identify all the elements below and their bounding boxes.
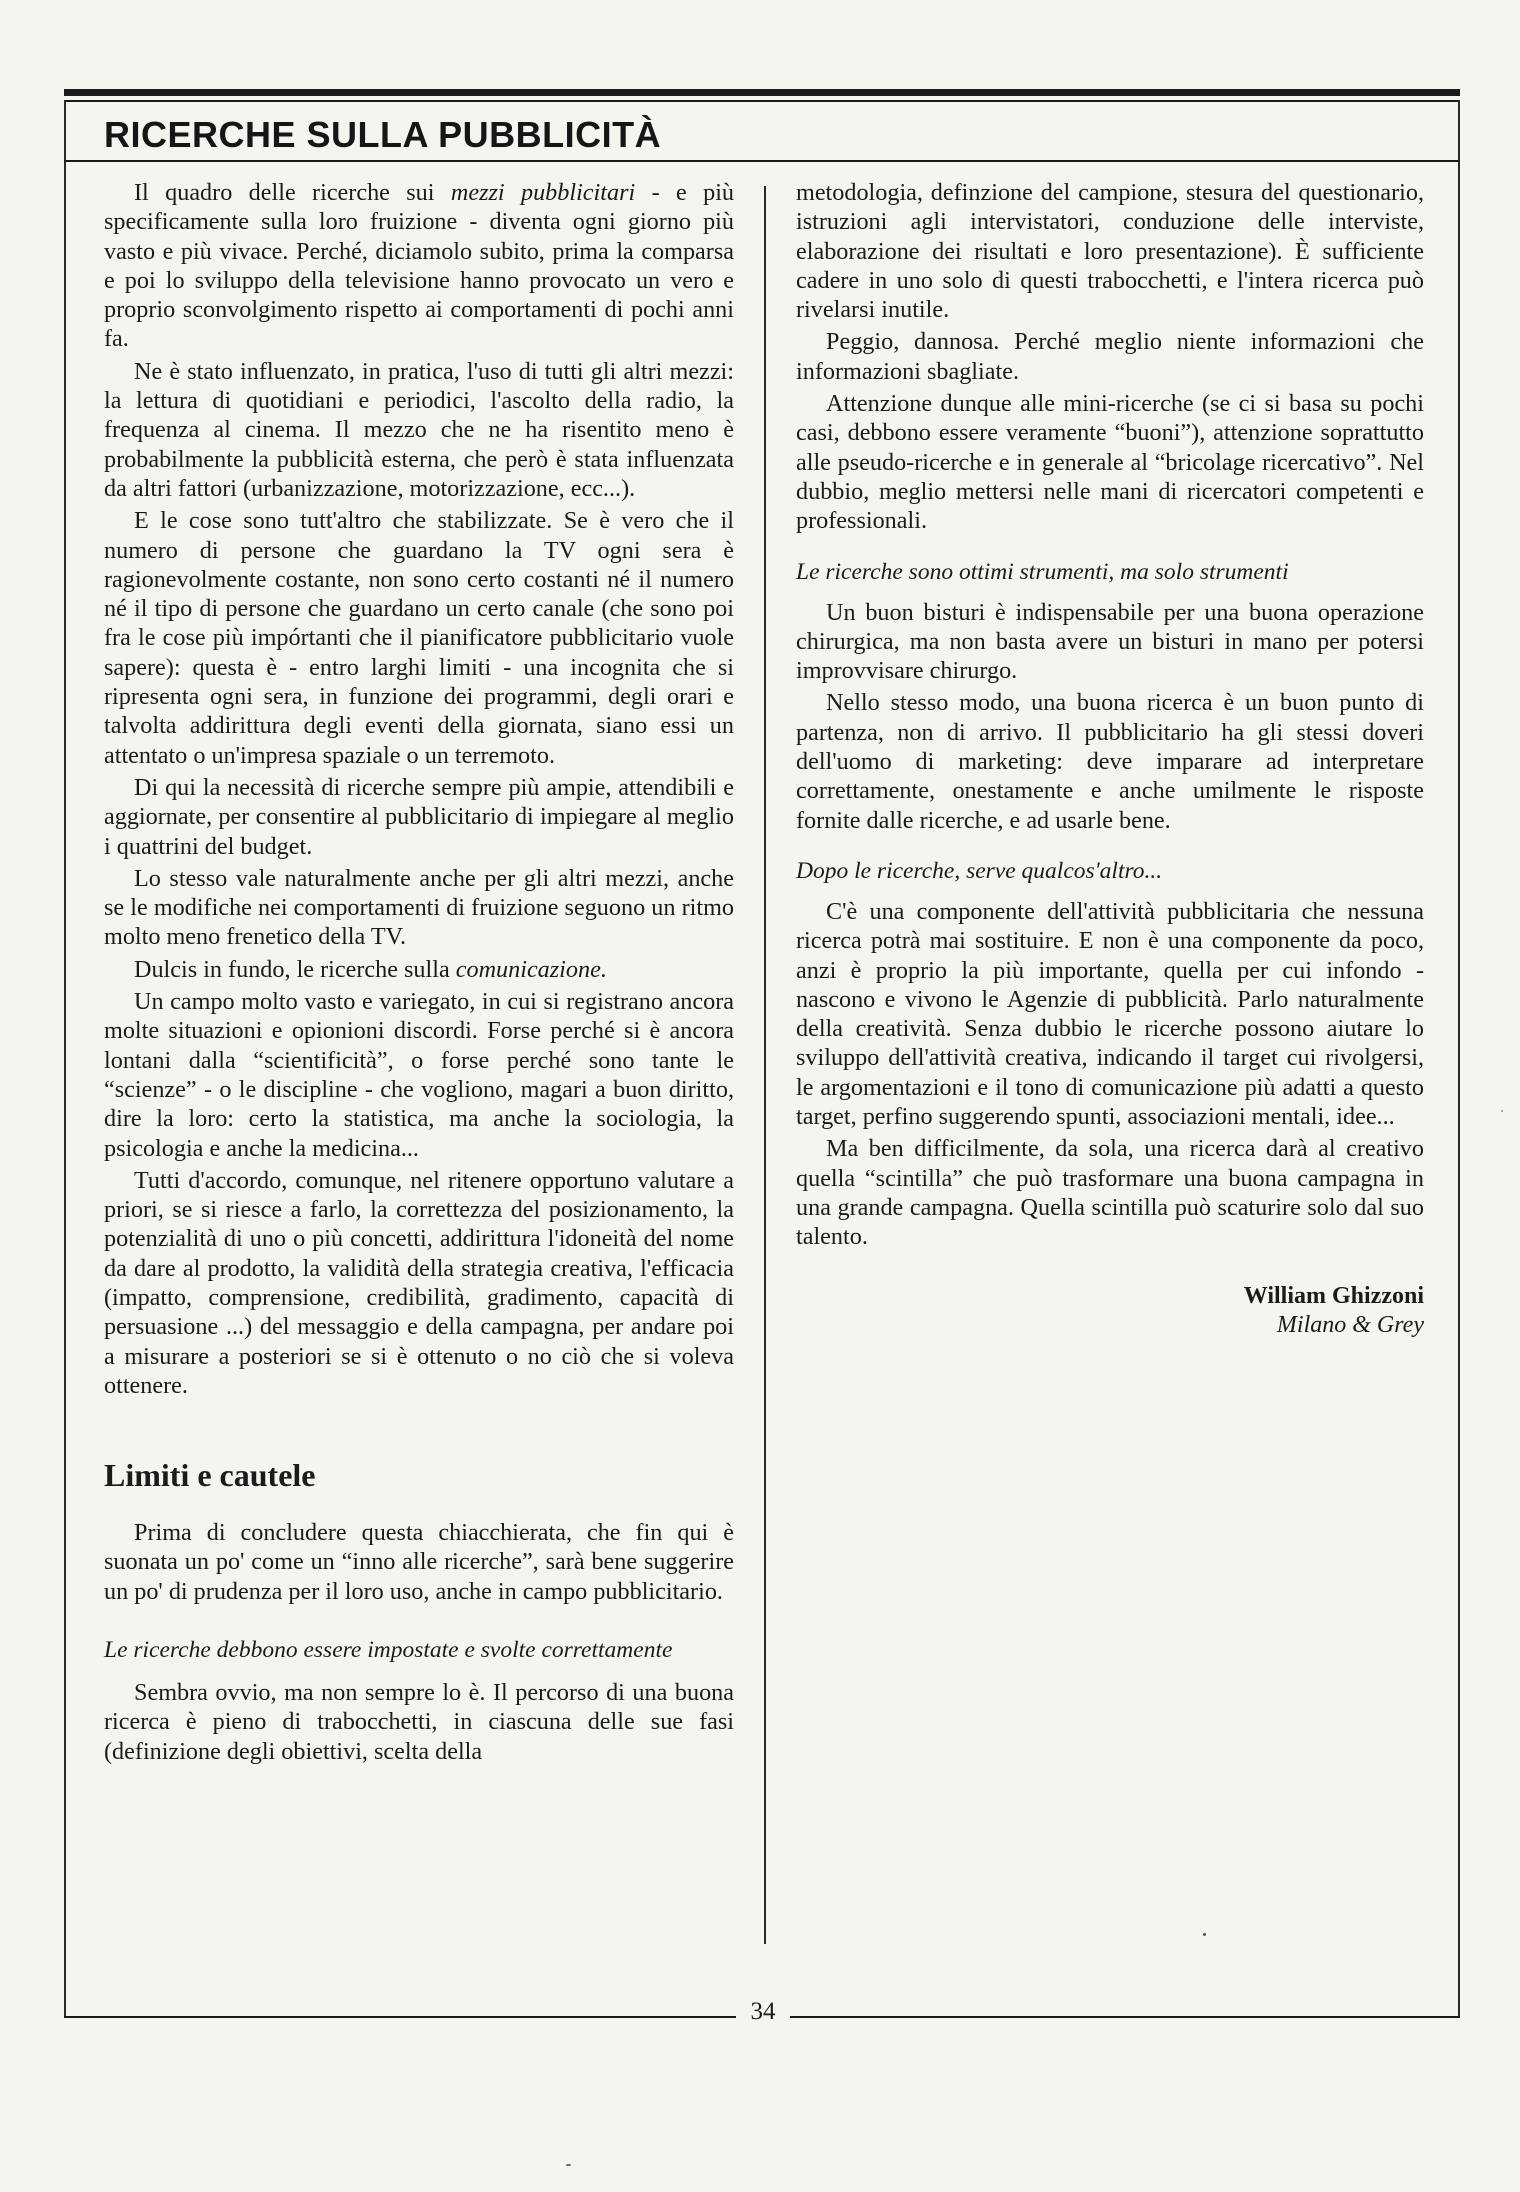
header-rule-thick (64, 89, 1460, 96)
paragraph: Peggio, dannosa. Perché meglio niente informazioni che informazioni sbagliate. (796, 328, 1424, 385)
author-signature (796, 1282, 1424, 1340)
left-column (104, 178, 734, 1766)
page-number: 34 (750, 1998, 776, 2025)
right-column (796, 178, 1424, 1340)
paragraph: Sembra ovvio, ma non sempre lo è. Il percorso di una buona ricerca è pieno di trabocchetti, in ciascuna delle sue fasi (definizione degli obiettivi, scelta della (104, 1679, 734, 1765)
subheading: Le ricerche sono ottimi strumenti, ma solo strumenti (796, 558, 1289, 585)
header-rule-thin (64, 100, 1460, 102)
paragraph: Un buon bisturi è indispensabile per una buona operazione chirurgica, ma non basta avere un bisturi in mano per potersi improvvisare chirurgo. (796, 598, 1424, 685)
section-heading: Limiti e cautele (104, 1457, 316, 1494)
frame-right-rule (1458, 100, 1460, 2017)
author-name: William Ghizzoni (1243, 1282, 1424, 1309)
subheading: Le ricerche debbono essere impostate e svolte correttamente (104, 1637, 673, 1664)
paragraph: Dulcis in fundo, le ricerche sulla comunicazione. (134, 955, 607, 983)
header-underline (64, 160, 1460, 162)
paragraph: Prima di concludere questa chiacchierata, che fin qui è suonata un po' come un “inno alle ricerche”, sarà bene suggerire un po' di prudenza per il loro uso, anche in campo pubblicitario. (104, 1519, 734, 1605)
paragraph: Un campo molto vasto e variegato, in cui si registrano ancora molte situazioni e opionioni discordi. Forse perché si è ancora lontani dalla “scientificità”, o forse perché sono tante le “scienze” - o le discipline - che vogliono, magari a buon diritto, dire la loro: certo la statistica, ma anche la sociologia, la psicologia e anche la medicina... (104, 988, 734, 1162)
paragraph: metodologia, definzione del campione, stesura del questionario, istruzioni agli intervistatori, conduzione delle interviste, elaborazione dei risultati e loro presentazione). È sufficiente cadere in uno solo di questi trabocchetti, e l'intera ricerca può rivelarsi inutile. (796, 179, 1424, 324)
paragraph: Lo stesso vale naturalmente anche per gli altri mezzi, anche se le modifiche nei comportamenti di fruizione seguono un ritmo molto meno frenetico della TV. (104, 864, 734, 951)
frame-left-rule (64, 100, 66, 2017)
paragraph: Il quadro delle ricerche sui mezzi pubblicitari - e più specificamente sulla loro fruizione - diventa ogni giorno più vasto e più vivace. Perché, diciamolo subito, prima la comparsa e poi lo sviluppo della televisione hanno provocato un vero e proprio sconvolgimento rispetto ai comportamenti di pochi anni fa. (104, 179, 735, 353)
paragraph: Ne è stato influenzato, in pratica, l'uso di tutti gli altri mezzi: la lettura di quotidiani e periodici, l'ascolto della radio, la frequenza al cinema. Il mezzo che ne ha risentito meno è probabilmente la pubblicità esterna, che però è stata influenzata da altri fattori (urbanizzazione, motorizzazione, ecc...). (104, 357, 734, 502)
paper-speck (566, 2164, 571, 2166)
column-divider (764, 186, 766, 1944)
paragraph: C'è una componente dell'attività pubblicitaria che nessuna ricerca potrà mai sostituire. E non è una componente da poco, anzi è proprio la più importante, quella per cui infondo - nascono e vivono le Agenzie di pubblicità. Parlo naturalmente della creatività. Senza dubbio le ricerche possono aiutare lo sviluppo dell'attività creativa, indicando il target cui rivolgersi, le argomentazioni e il tono di comunicazione più adatti a questo target, perfino suggerendo spunti, associazioni mentali, idee... (796, 897, 1424, 1131)
paper-speck (1203, 1933, 1206, 1936)
paper-speck (1501, 1110, 1503, 1112)
page-title: RICERCHE SULLA PUBBLICITÀ (104, 114, 662, 155)
paragraph: Nello stesso modo, una buona ricerca è un buon punto di partenza, non di arrivo. Il pubblicitario ha gli stessi doveri dell'uomo di marketing: deve imparare ad interpretare correttamente, onestamente e anche umilmente le risposte fornite dalle ricerche, e ad usarle bene. (796, 689, 1424, 834)
paragraph: Attenzione dunque alle mini-ricerche (se ci si basa su pochi casi, debbono essere veramente “buoni”), attenzione soprattutto alle pseudo-ricerche e in generale al “bricolage ricercativo”. Nel dubbio, meglio mettersi nelle mani di ricercatori competenti e professionali. (796, 390, 1424, 535)
footer-rule-left (64, 2016, 736, 2018)
author-organization: Milano & Grey (1276, 1311, 1424, 1338)
footer-rule-right (790, 2016, 1460, 2018)
paragraph: Ma ben difficilmente, da sola, una ricerca darà al creativo quella “scintilla” che può trasformare una buona campagna in una grande campagna. Quella scintilla può scaturire solo dal suo talento. (796, 1135, 1424, 1251)
paragraph: Tutti d'accordo, comunque, nel ritenere opportuno valutare a priori, se si riesce a farlo, la correttezza del posizionamento, la potenzialità di uno o più concetti, addirittura l'idoneità del nome da dare al prodotto, la validità della strategia creativa, l'efficacia (impatto, comprensione, credibilità, gradimento, capacità di persuasione ...) del messaggio e della campagna, per andare poi a misurare a posteriori se si è ottenuto o no ciò che si voleva ottenere. (104, 1166, 734, 1399)
paragraph: E le cose sono tutt'altro che stabilizzate. Se è vero che il numero di persone che guardano la TV ogni sera è ragionevolmente costante, non sono certo costanti né il numero né il tipo di persone che guardano un certo canale (che sono poi fra le cose più impórtanti che il pianificatore pubblicitario vuole sapere): questa è - entro larghi limiti - una incognita che si ripresenta ogni sera, in funzione dei programmi, degli orari e talvolta addirittura degli eventi della giornata, siano essi un attentato o un'impresa spaziale o un terremoto. (104, 507, 734, 769)
paragraph: Di qui la necessità di ricerche sempre più ampie, attendibili e aggiornate, per consentire al pubblicitario di impiegare al meglio i quattrini del budget. (104, 773, 734, 860)
subheading: Dopo le ricerche, serve qualcos'altro... (796, 857, 1163, 884)
